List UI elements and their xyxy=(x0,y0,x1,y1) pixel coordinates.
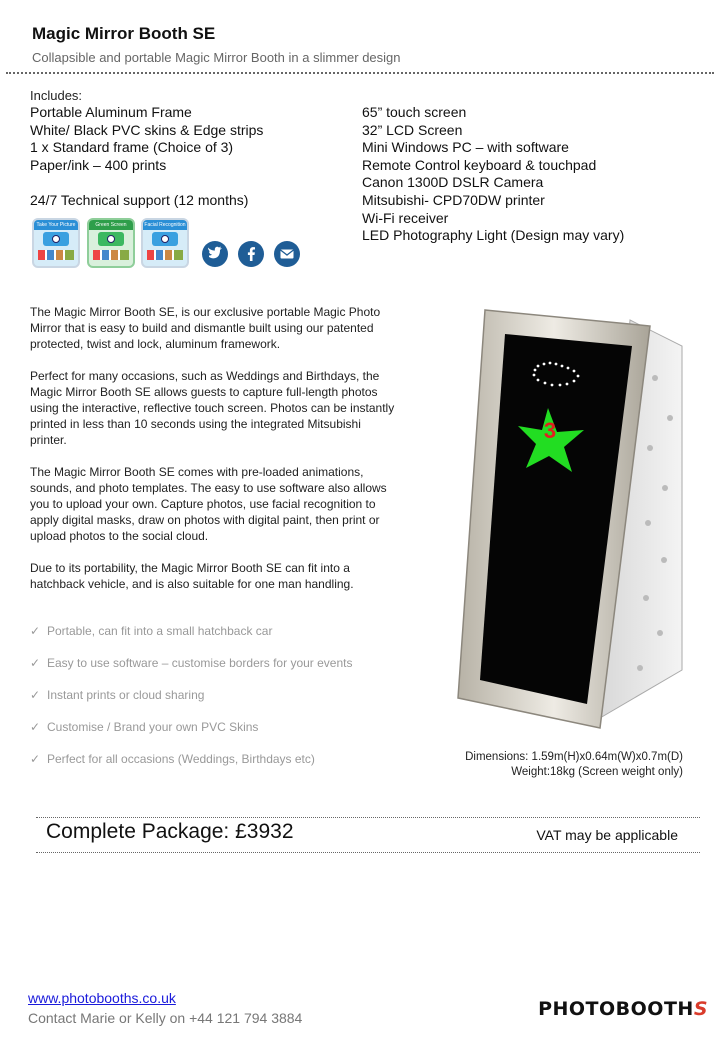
includes-item: LED Photography Light (Design may vary) xyxy=(362,227,625,244)
badge-label: Green Screen xyxy=(89,220,133,230)
list-item xyxy=(30,624,410,656)
checkmark-icon: ✓ xyxy=(30,688,41,702)
checkmark-icon: ✓ xyxy=(30,752,41,766)
photobooths-logo xyxy=(538,998,708,1020)
email-icon[interactable] xyxy=(274,241,300,267)
includes-left-list xyxy=(30,104,263,174)
badge-label: Facial Recognition xyxy=(144,222,186,228)
facial-recognition-badge xyxy=(141,218,189,268)
package-price: Complete Package: £3932 xyxy=(46,820,294,843)
vat-note: VAT may be applicable xyxy=(536,827,678,843)
list-item xyxy=(30,752,410,784)
mirror-booth-image xyxy=(450,298,690,738)
badge-label: Take Your Picture xyxy=(34,220,78,230)
includes-label: Includes: xyxy=(30,88,83,103)
description xyxy=(30,304,400,608)
logo-accent: S xyxy=(693,998,708,1020)
photo-strip-icon xyxy=(147,250,183,260)
camera-icon xyxy=(43,232,69,246)
dimensions-line: Dimensions: 1.59m(H)x0.64m(W)x0.7m(D) xyxy=(465,751,683,763)
includes-item: 65” touch screen xyxy=(362,104,467,120)
feature-label: Portable, can fit into a small hatchback car xyxy=(47,624,273,638)
includes-item: White/ Black PVC skins & Edge strips xyxy=(30,121,264,138)
includes-item: Portable Aluminum Frame xyxy=(30,104,192,120)
feature-label: Perfect for all occasions (Weddings, Birthdays etc) xyxy=(47,752,315,766)
photo-strip-icon xyxy=(93,250,129,260)
includes-item: 32” LCD Screen xyxy=(362,121,463,138)
green-screen-badge xyxy=(87,218,135,268)
package-divider-top xyxy=(36,817,700,818)
package-divider-bottom xyxy=(36,852,700,853)
list-item xyxy=(30,720,410,752)
feature-label: Instant prints or cloud sharing xyxy=(47,688,205,702)
photo-strip-icon xyxy=(38,250,74,260)
includes-right-list xyxy=(362,104,624,245)
description-paragraph: Due to its portability, the Magic Mirror Booth SE can fit into a hatchback vehicle, and is also suitable for one man handling. xyxy=(30,561,354,591)
header-divider xyxy=(6,72,714,74)
weight-line: Weight:18kg (Screen weight only) xyxy=(511,766,683,778)
countdown-number: 3 xyxy=(543,418,557,443)
camera-icon xyxy=(152,232,178,246)
includes-item: 1 x Standard frame (Choice of 3) xyxy=(30,139,234,156)
feature-checklist xyxy=(30,624,410,784)
includes-item: Canon 1300D DSLR Camera xyxy=(362,174,544,191)
website-link[interactable]: www.photobooths.co.uk xyxy=(28,990,176,1006)
facebook-icon[interactable] xyxy=(238,241,264,267)
includes-item: Wi-Fi receiver xyxy=(362,209,449,226)
feature-label: Easy to use software – customise borders for your events xyxy=(47,656,353,670)
page-title: Magic Mirror Booth SE xyxy=(32,24,216,43)
description-paragraph: The Magic Mirror Booth SE, is our exclusive portable Magic Photo Mirror that is easy to build and dismantle built using our patented protected, twist and lock, aluminum framework. xyxy=(30,305,381,351)
twitter-icon[interactable] xyxy=(202,241,228,267)
page-subtitle: Collapsible and portable Magic Mirror Booth in a slimmer design xyxy=(32,50,401,65)
contact-info: Contact Marie or Kelly on +44 121 794 3884 xyxy=(28,1010,303,1026)
checkmark-icon: ✓ xyxy=(30,624,41,638)
includes-item: Mini Windows PC – with software xyxy=(362,139,569,156)
take-your-picture-badge xyxy=(32,218,80,268)
includes-item: Remote Control keyboard & touchpad xyxy=(362,156,597,173)
support-note: 24/7 Technical support (12 months) xyxy=(30,192,249,208)
checkmark-icon: ✓ xyxy=(30,656,41,670)
description-paragraph: The Magic Mirror Booth SE comes with pre-loaded animations, sounds, and photo templates. The easy to use software also allows you to upload your own. Capture photos, use facial recognition to apply digital masks, draw on photos with digital paint, then print or upload photos to the social cloud. xyxy=(30,465,387,543)
list-item xyxy=(30,656,410,688)
includes-item: Paper/ink – 400 prints xyxy=(30,156,167,173)
description-paragraph: Perfect for many occasions, such as Weddings and Birthdays, the Magic Mirror Booth SE allows guests to capture full-length photos using the interactive, reflective touch screen. Photos can be instantly printed in less than 10 seconds using the integrated Mitsubishi printer. xyxy=(30,369,395,447)
feature-label: Customise / Brand your own PVC Skins xyxy=(47,720,259,734)
list-item xyxy=(30,688,410,720)
includes-item: Mitsubishi- CPD70DW printer xyxy=(362,191,545,208)
camera-icon xyxy=(98,232,124,246)
logo-text: PHOTOBOOTH xyxy=(538,998,694,1020)
checkmark-icon: ✓ xyxy=(30,720,41,734)
dimensions xyxy=(465,750,683,780)
